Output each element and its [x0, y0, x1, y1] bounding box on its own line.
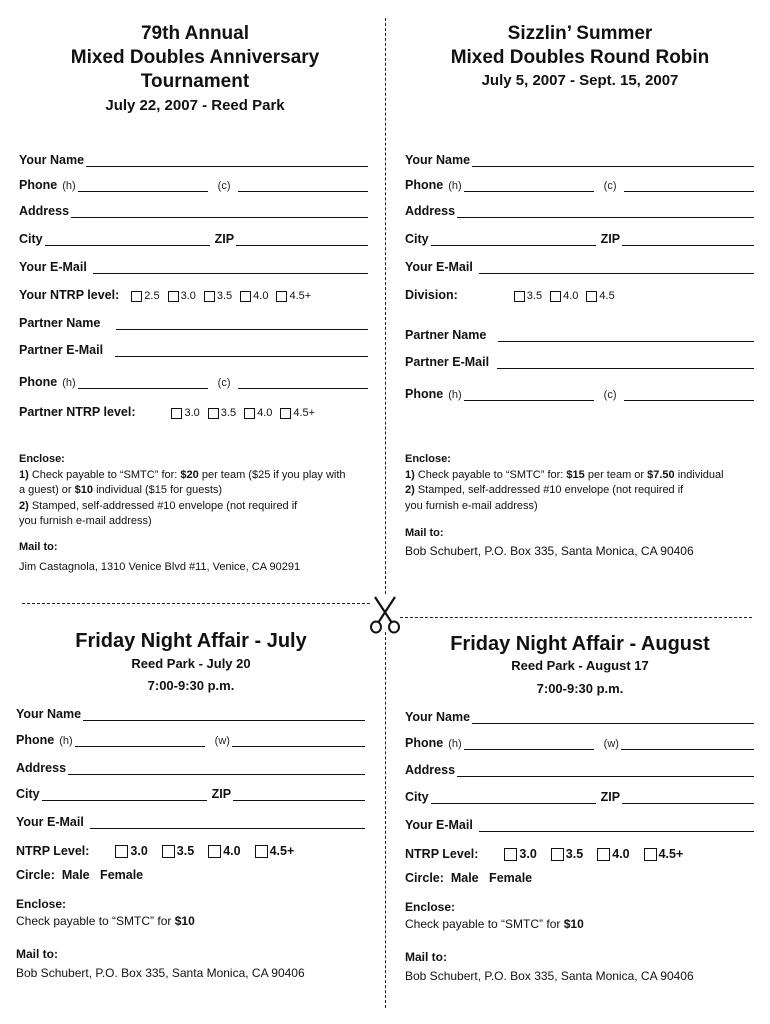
- home-label: (h): [59, 735, 73, 747]
- partner-ntrp-option-3-0[interactable]: 3.0: [171, 407, 199, 419]
- home-phone-field[interactable]: [464, 737, 594, 750]
- home-phone-field[interactable]: [78, 179, 208, 192]
- form4-subtitle-1: Reed Park - August 17: [511, 658, 649, 673]
- ntrp-option-3-0[interactable]: 3.0: [115, 844, 147, 858]
- name-label: Your Name: [405, 153, 471, 167]
- work-label: (w): [603, 738, 619, 750]
- checkbox[interactable]: [131, 291, 142, 302]
- form1-partner-ntrp-row: [19, 403, 368, 419]
- ntrp-option-3-5[interactable]: 3.5: [162, 844, 194, 858]
- partner-name-label: Partner Name: [19, 316, 101, 330]
- email-label: Your E-Mail: [405, 260, 473, 274]
- form4-city-row: [405, 788, 754, 804]
- ntrp-label: Your NTRP level:: [19, 288, 120, 302]
- checkbox[interactable]: [255, 845, 268, 858]
- work-phone-field[interactable]: [621, 737, 754, 750]
- form1-partner-name-row: [19, 314, 368, 330]
- email-field[interactable]: [479, 261, 754, 274]
- address-label: Address: [19, 204, 70, 218]
- form2-title-line-2: Mixed Doubles Round Robin: [450, 47, 710, 68]
- name-field[interactable]: [472, 711, 754, 724]
- home-label: (h): [448, 180, 462, 192]
- enclose-line-4: you furnish e-mail address): [19, 515, 152, 527]
- partner-email-field[interactable]: [497, 356, 754, 369]
- cell-label: (c): [217, 377, 231, 389]
- form1-address-row: [19, 202, 368, 218]
- form4-enclose-text: Check payable to “SMTC” for $10: [405, 917, 584, 931]
- city-field[interactable]: [42, 788, 207, 801]
- form1-name-row: [19, 151, 368, 167]
- vertical-cut-line-top: [385, 18, 386, 594]
- city-label: City: [405, 232, 429, 246]
- form1-mail-to-label: Mail to:: [19, 541, 58, 553]
- form1-mail-address: Jim Castagnola, 1310 Venice Blvd #11, Venice, CA 90291: [19, 561, 301, 573]
- phone-label: Phone: [16, 733, 55, 747]
- form2-mail-to-label: Mail to:: [405, 527, 444, 539]
- partner-name-field[interactable]: [116, 317, 368, 330]
- checkbox[interactable]: [280, 408, 291, 419]
- form4-mail-address: Bob Schubert, P.O. Box 335, Santa Monica, CA 90406: [405, 969, 694, 983]
- address-field[interactable]: [71, 205, 368, 218]
- cell-label: (c): [217, 180, 231, 192]
- partner-phone-label: Phone: [19, 375, 58, 389]
- checkbox[interactable]: [551, 848, 564, 861]
- checkbox[interactable]: [168, 291, 179, 302]
- checkbox[interactable]: [644, 848, 657, 861]
- form1-ntrp-row: [19, 286, 368, 302]
- checkbox[interactable]: [514, 291, 525, 302]
- ntrp-option-3-0[interactable]: 3.0: [168, 290, 196, 302]
- form3-email-row: [16, 813, 365, 829]
- partner-name-field[interactable]: [498, 329, 754, 342]
- ntrp-option-3-5[interactable]: 3.5: [204, 290, 232, 302]
- cell-phone-field[interactable]: [624, 179, 754, 192]
- form2-subtitle: July 5, 2007 - Sept. 15, 2007: [481, 72, 679, 89]
- form3-enclose-label: Enclose:: [16, 897, 67, 911]
- ntrp-label: NTRP Level:: [405, 847, 479, 861]
- form3-gender-circle[interactable]: Circle: Male Female: [16, 868, 144, 882]
- partner-home-phone-field[interactable]: [78, 376, 208, 389]
- checkbox[interactable]: [276, 291, 287, 302]
- partner-email-label: Partner E-Mail: [19, 343, 104, 357]
- form4-title: Friday Night Affair - August: [450, 633, 710, 655]
- vertical-cut-line-bottom: [385, 632, 386, 1008]
- name-label: Your Name: [19, 153, 85, 167]
- form4-gender-circle[interactable]: Circle: Male Female: [405, 871, 533, 885]
- partner-phone-label: Phone: [405, 387, 444, 401]
- form4-mail-to-label: Mail to:: [405, 950, 447, 964]
- ntrp-option-4-0[interactable]: 4.0: [597, 847, 629, 861]
- form3-phone-row: [16, 731, 365, 747]
- division-option-4-0[interactable]: 4.0: [550, 290, 578, 302]
- partner-ntrp-option-4-5-plus[interactable]: 4.5+: [280, 407, 315, 419]
- form2-division-row: [405, 286, 754, 302]
- phone-label: Phone: [405, 736, 444, 750]
- form3-address-row: [16, 759, 365, 775]
- ntrp-option-4-5-plus[interactable]: 4.5+: [644, 847, 684, 861]
- form3-subtitle-1: Reed Park - July 20: [131, 656, 251, 671]
- form3-mail-to-label: Mail to:: [16, 947, 58, 961]
- ntrp-label: NTRP Level:: [16, 844, 90, 858]
- address-label: Address: [405, 204, 456, 218]
- ntrp-options: [131, 290, 319, 302]
- scissors-icon: [367, 595, 403, 635]
- form1-partner-email-row: [19, 341, 368, 357]
- form1-phone-row: [19, 176, 368, 192]
- form3-city-row: [16, 785, 365, 801]
- form2-address-row: [405, 202, 754, 218]
- zip-field[interactable]: [622, 791, 754, 804]
- work-label: (w): [214, 735, 230, 747]
- zip-label: ZIP: [600, 232, 621, 246]
- form2-name-row: [405, 151, 754, 167]
- checkbox[interactable]: [240, 291, 251, 302]
- home-label: (h): [62, 377, 76, 389]
- form2-partner-phone-row: [405, 385, 754, 401]
- enclose-line-1: 1) Check payable to “SMTC” for: $20 per team ($25 if you play with: [19, 468, 346, 481]
- partner-ntrp-label: Partner NTRP level:: [19, 405, 136, 419]
- form4-phone-row: [405, 734, 754, 750]
- work-phone-field[interactable]: [232, 734, 365, 747]
- checkbox[interactable]: [244, 408, 255, 419]
- form4-address-row: [405, 761, 754, 777]
- ntrp-option-4-5-plus[interactable]: 4.5+: [276, 290, 311, 302]
- partner-ntrp-options: [171, 407, 323, 419]
- division-label: Division:: [405, 288, 458, 302]
- form2-enclose-block: [405, 452, 755, 514]
- division-option-4-5[interactable]: 4.5: [586, 290, 614, 302]
- home-label: (h): [62, 180, 76, 192]
- zip-field[interactable]: [236, 233, 368, 246]
- form1-title-line-3: Tournament: [140, 71, 250, 92]
- form1-partner-phone-row: [19, 373, 368, 389]
- checkbox[interactable]: [162, 845, 175, 858]
- checkbox[interactable]: [204, 291, 215, 302]
- cell-label: (c): [603, 389, 617, 401]
- city-label: City: [405, 790, 429, 804]
- partner-email-label: Partner E-Mail: [405, 355, 490, 369]
- horizontal-cut-line-left: [22, 603, 370, 604]
- form1-subtitle: July 22, 2007 - Reed Park: [105, 97, 285, 114]
- division-option-3-5[interactable]: 3.5: [514, 290, 542, 302]
- email-label: Your E-Mail: [405, 818, 473, 832]
- enclose-line-2: a guest) or $10 individual ($15 for guests): [19, 484, 223, 496]
- checkbox[interactable]: [208, 845, 221, 858]
- email-field[interactable]: [479, 819, 754, 832]
- partner-name-label: Partner Name: [405, 328, 487, 342]
- city-field[interactable]: [431, 791, 596, 804]
- checkbox[interactable]: [171, 408, 182, 419]
- email-field[interactable]: [90, 816, 365, 829]
- address-label: Address: [405, 763, 456, 777]
- form2-email-row: [405, 258, 754, 274]
- ntrp-option-3-0[interactable]: 3.0: [504, 847, 536, 861]
- name-field[interactable]: [83, 708, 365, 721]
- ntrp-option-2-5[interactable]: 2.5: [131, 290, 159, 302]
- division-options: [514, 290, 623, 302]
- form3-name-row: [16, 705, 365, 721]
- zip-label: ZIP: [211, 787, 232, 801]
- name-label: Your Name: [405, 710, 471, 724]
- city-label: City: [19, 232, 43, 246]
- zip-field[interactable]: [233, 788, 365, 801]
- partner-ntrp-option-4-0[interactable]: 4.0: [244, 407, 272, 419]
- form2-title: [400, 22, 760, 70]
- home-label: (h): [448, 738, 462, 750]
- ntrp-option-4-0[interactable]: 4.0: [240, 290, 268, 302]
- city-field[interactable]: [431, 233, 596, 246]
- cell-phone-field[interactable]: [238, 179, 368, 192]
- city-label: City: [16, 787, 40, 801]
- form1-title-line-2: Mixed Doubles Anniversary: [70, 47, 320, 68]
- checkbox[interactable]: [550, 291, 561, 302]
- form4-email-row: [405, 816, 754, 832]
- partner-email-field[interactable]: [115, 344, 368, 357]
- form3-mail-address: Bob Schubert, P.O. Box 335, Santa Monica, CA 90406: [16, 966, 305, 980]
- checkbox[interactable]: [504, 848, 517, 861]
- form4-ntrp-row: [405, 845, 754, 861]
- home-label: (h): [448, 389, 462, 401]
- form2-partner-name-row: [405, 326, 754, 342]
- home-phone-field[interactable]: [464, 179, 594, 192]
- checkbox[interactable]: [597, 848, 610, 861]
- address-label: Address: [16, 761, 67, 775]
- city-field[interactable]: [45, 233, 210, 246]
- form4-subtitle-2: 7:00-9:30 p.m.: [536, 681, 624, 696]
- form2-title-line-1: Sizzlin’ Summer: [507, 23, 653, 44]
- address-field[interactable]: [457, 764, 754, 777]
- partner-ntrp-option-3-5[interactable]: 3.5: [208, 407, 236, 419]
- enclose-heading: Enclose:: [19, 453, 65, 465]
- horizontal-cut-line-right: [400, 617, 752, 618]
- checkbox[interactable]: [208, 408, 219, 419]
- address-field[interactable]: [68, 762, 365, 775]
- form2-city-row: [405, 230, 754, 246]
- form1-city-row: [19, 230, 368, 246]
- partner-cell-phone-field[interactable]: [624, 388, 754, 401]
- enclose-line-3: 2) Stamped, self-addressed #10 envelope (not required if: [19, 499, 298, 512]
- address-field[interactable]: [457, 205, 754, 218]
- phone-label: Phone: [405, 178, 444, 192]
- form2-mail-address: Bob Schubert, P.O. Box 335, Santa Monica, CA 90406: [405, 544, 694, 558]
- phone-label: Phone: [19, 178, 58, 192]
- form4-name-row: [405, 708, 754, 724]
- form3-ntrp-row: [16, 842, 365, 858]
- form3-enclose-text: Check payable to “SMTC” for $10: [16, 914, 195, 928]
- email-label: Your E-Mail: [16, 815, 84, 829]
- enclose-line-3: you furnish e-mail address): [405, 499, 538, 512]
- form2-partner-email-row: [405, 353, 754, 369]
- form3-subtitle-2: 7:00-9:30 p.m.: [147, 678, 235, 693]
- form3-title: Friday Night Affair - July: [75, 630, 307, 652]
- partner-home-phone-field[interactable]: [464, 388, 594, 401]
- ntrp-options: [504, 847, 697, 861]
- checkbox[interactable]: [115, 845, 128, 858]
- form1-email-row: [19, 258, 368, 274]
- cell-label: (c): [603, 180, 617, 192]
- form4-enclose-label: Enclose:: [405, 900, 456, 914]
- enclose-line-1: 1) Check payable to “SMTC” for: $15 per team or $7.50 individual: [405, 468, 724, 481]
- email-field[interactable]: [93, 261, 368, 274]
- home-phone-field[interactable]: [75, 734, 205, 747]
- form1-title: [20, 22, 370, 94]
- enclose-line-2: 2) Stamped, self-addressed #10 envelope (not required if: [405, 484, 684, 496]
- name-label: Your Name: [16, 707, 82, 721]
- name-field[interactable]: [472, 154, 754, 167]
- form1-title-line-1: 79th Annual: [140, 23, 250, 44]
- zip-label: ZIP: [214, 232, 235, 246]
- form2-phone-row: [405, 176, 754, 192]
- enclose-heading: Enclose:: [405, 453, 451, 465]
- form1-enclose-block: [19, 452, 369, 530]
- zip-label: ZIP: [600, 790, 621, 804]
- partner-cell-phone-field[interactable]: [238, 376, 368, 389]
- ntrp-option-4-5-plus[interactable]: 4.5+: [255, 844, 295, 858]
- checkbox[interactable]: [586, 291, 597, 302]
- name-field[interactable]: [86, 154, 368, 167]
- ntrp-options: [115, 844, 308, 858]
- zip-field[interactable]: [622, 233, 754, 246]
- email-label: Your E-Mail: [19, 260, 87, 274]
- ntrp-option-4-0[interactable]: 4.0: [208, 844, 240, 858]
- ntrp-option-3-5[interactable]: 3.5: [551, 847, 583, 861]
